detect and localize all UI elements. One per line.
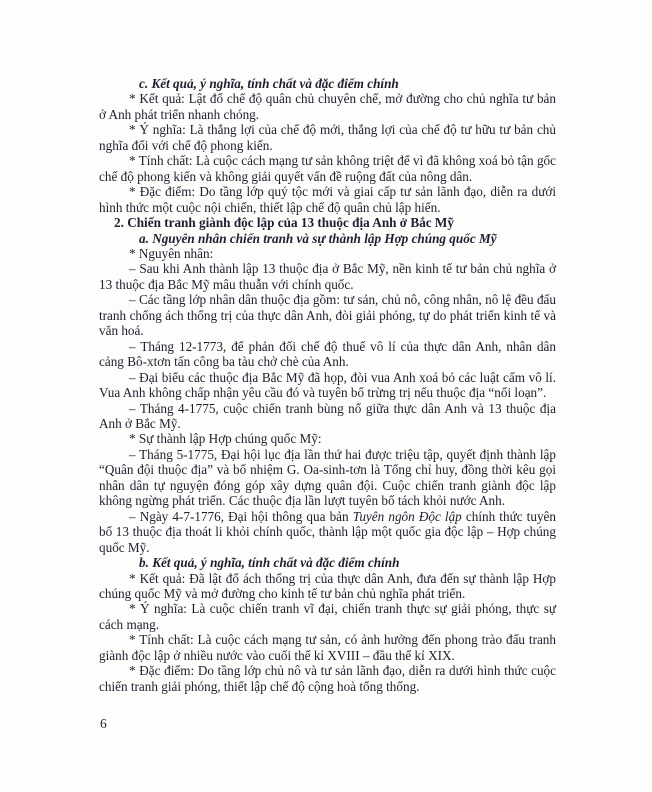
paragraph-body xyxy=(99,509,556,555)
text-run: * Ý nghĩa: Là thắng lợi của chế độ mới, thắng lợi của chế độ tư hữu tư bản chủ nghĩa đối với chế độ phong kiến. xyxy=(99,122,556,153)
text-run: – Tháng 12-1773, để phản đối chế độ thuế vô lí của thực dân Anh, nhân dân cảng Bô-xtơn tấn công ba tàu chở chè của Anh. xyxy=(99,338,556,370)
paragraph-body xyxy=(99,571,556,602)
text-run: * Kết quả: Lật đổ chế độ quân chủ chuyên chế, mở đường cho chủ nghĩa tư bản ở Anh phát triển nhanh chóng. xyxy=(99,91,556,122)
paragraph-body xyxy=(99,339,556,370)
text-run: * Tính chất: Là cuộc cách mạng tư sản, có ảnh hưởng đến phong trào đấu tranh giành độc lập ở nhiều nước vào cuối thế kỉ XVIII – đầu thế kỉ XIX. xyxy=(99,632,556,663)
text-run: c. Kết quả, ý nghĩa, tính chất và đặc điểm chính xyxy=(139,76,399,91)
paragraph-body xyxy=(99,663,556,694)
paragraph-body xyxy=(99,122,556,153)
page-number: 6 xyxy=(100,716,107,731)
paragraph-body xyxy=(99,401,556,432)
text-run: – Đại biểu các thuộc địa Bắc Mỹ đã họp, đòi vua Anh xoá bỏ các luật cấm vô lí. Vua Anh không chấp nhận yêu cầu đó và tuyên bố trừng trị nếu thuộc địa “nổi loạn”. xyxy=(99,369,556,401)
text-run: – Tháng 5-1775, Đại hội lục địa lần thứ hai được triệu tập, quyết định thành lập “Quân đội thuộc địa” và bổ nhiệm G. Oa-sinh-tơn là Tổng chỉ huy, đồng thời kêu gọi nhân dân tự nguyện đóng góp xây dựng quân đội. Cuộc chiến tranh giành độc lập không ngừng phát triển. Các thuộc địa lần lượt tuyên bố tách khỏi nước Anh. xyxy=(99,446,556,509)
text-run: – Tháng 4-1775, cuộc chiến tranh bùng nổ giữa thực dân Anh và 13 thuộc địa Anh ở Bắc Mỹ. xyxy=(99,400,556,431)
text-run: * Kết quả: Đã lật đổ ách thống trị của thực dân Anh, đưa đến sự thành lập Hợp chúng quốc Mỹ và mở đường cho kinh tế tư bản chủ nghĩa phát triển. xyxy=(99,570,556,601)
text-run: * Tính chất: Là cuộc cách mạng tư sản không triệt để vì đã không xoá bỏ tận gốc chế độ phong kiến và không giải quyết vấn đề ruộng đất của nông dân. xyxy=(99,153,556,184)
paragraph-body xyxy=(99,447,556,509)
paragraph-body xyxy=(99,632,556,663)
paragraph-body xyxy=(99,153,556,184)
paragraph-body xyxy=(99,292,556,338)
text-run: – Các tầng lớp nhân dân thuộc địa gồm: tư sản, chủ nô, công nhân, nô lệ đều đấu tranh chống ách thống trị của thực dân Anh, đòi giải phóng, tự do phát triển kinh tế và văn hoá. xyxy=(99,292,556,339)
text-run: a. Nguyên nhân chiến tranh và sự thành lập Hợp chúng quốc Mỹ xyxy=(139,230,497,246)
paragraph-body xyxy=(99,431,556,446)
paragraph-body xyxy=(99,601,556,632)
text-run: b. Kết quả, ý nghĩa, tính chất và đặc điểm chính xyxy=(139,555,400,571)
text-run: * Đặc điểm: Do tầng lớp quý tộc mới và giai cấp tư sản lãnh đạo, diễn ra dưới hình thức một cuộc nội chiến, thiết lập chế độ quân chủ lập hiến. xyxy=(99,184,556,215)
paragraph-body xyxy=(99,261,556,292)
text-run: * Sự thành lập Hợp chúng quốc Mỹ: xyxy=(129,431,322,447)
paragraph-section xyxy=(99,215,556,230)
text-run: 2. Chiến tranh giành độc lập của 13 thuộc địa Anh ở Bắc Mỹ xyxy=(114,215,454,231)
text-run: * Đặc điểm: Do tầng lớp chủ nô và tư sản lãnh đạo, diễn ra dưới hình thức cuộc chiến tranh giải phóng, thiết lập chế độ cộng hoà tổng thống. xyxy=(99,663,556,694)
text-run: * Nguyên nhân: xyxy=(129,245,214,261)
text-run: – Ngày 4-7-1776, Đại hội thông qua bản xyxy=(129,508,353,524)
paragraph-subheading xyxy=(99,555,556,570)
paragraph-subheading xyxy=(99,231,556,246)
paragraph-body xyxy=(99,91,556,122)
paragraph-body xyxy=(99,370,556,401)
text-run: chính thức tuyên bố 13 thuộc địa thoát li khỏi chính quốc, thành lập một quốc gia độc lập – Hợp chúng quốc Mỹ. xyxy=(99,508,556,555)
paragraph-subheading xyxy=(99,76,556,91)
document-body xyxy=(99,76,556,694)
text-run: * Ý nghĩa: Là cuộc chiến tranh vĩ đại, chiến tranh thực sự giải phóng, thực sự cách mạng. xyxy=(99,601,556,632)
paragraph-body xyxy=(99,184,556,215)
text-run-emphasis: Tuyên ngôn Độc lập xyxy=(352,508,462,524)
paragraph-body xyxy=(99,246,556,261)
text-run: – Sau khi Anh thành lập 13 thuộc địa ở Bắc Mỹ, nền kinh tế tư bản chủ nghĩa ở 13 thuộc địa Bắc Mỹ mâu thuẫn với chính quốc. xyxy=(99,261,556,292)
